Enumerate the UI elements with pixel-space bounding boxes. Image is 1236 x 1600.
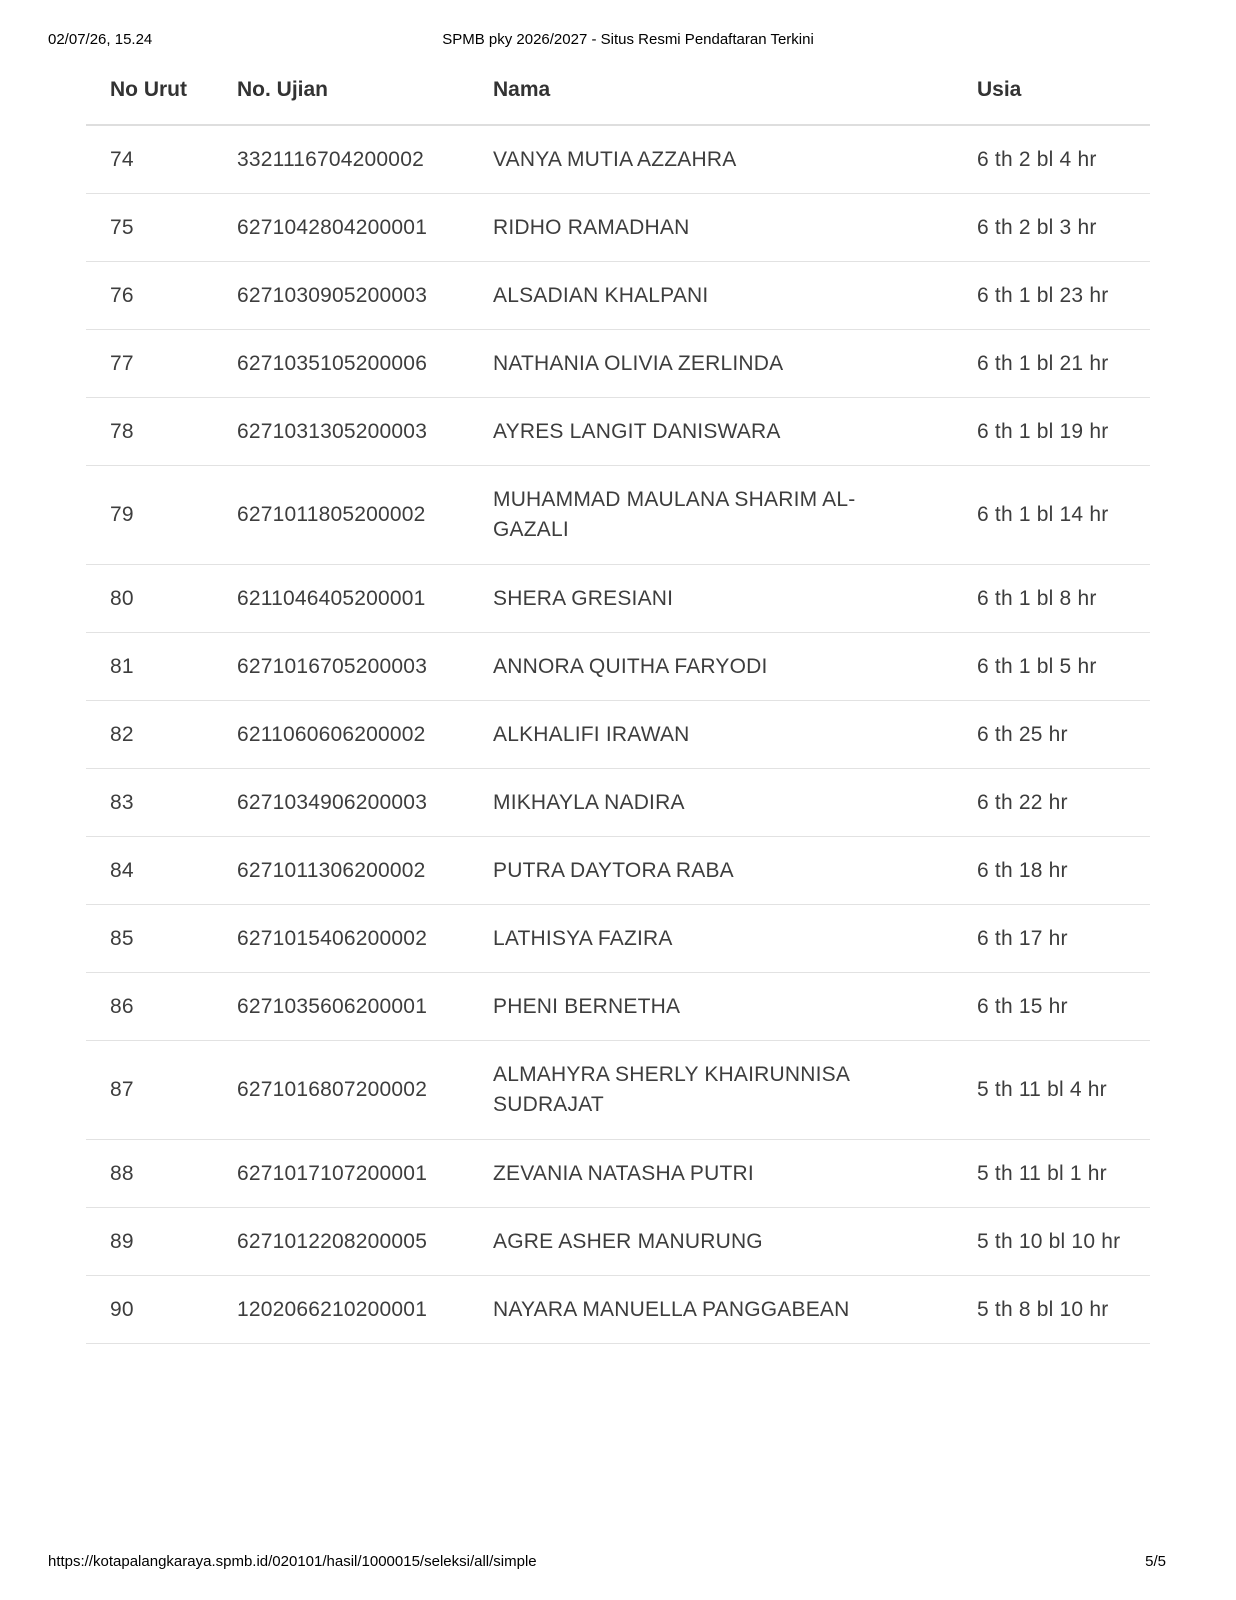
cell-no-ujian: 6271011805200002 xyxy=(213,466,469,565)
cell-no-ujian: 6271015406200002 xyxy=(213,905,469,973)
cell-usia: 6 th 1 bl 21 hr xyxy=(953,330,1150,398)
cell-usia: 6 th 22 hr xyxy=(953,769,1150,837)
table-row xyxy=(86,1208,1150,1276)
cell-usia: 5 th 11 bl 4 hr xyxy=(953,1041,1150,1140)
cell-no-urut: 76 xyxy=(86,262,213,330)
cell-usia: 6 th 1 bl 14 hr xyxy=(953,466,1150,565)
print-date: 02/07/26, 15.24 xyxy=(48,31,153,48)
cell-no-urut: 87 xyxy=(86,1041,213,1140)
cell-usia: 5 th 10 bl 10 hr xyxy=(953,1208,1150,1276)
cell-nama: ALMAHYRA SHERLY KHAIRUNNISA SUDRAJAT xyxy=(469,1041,953,1140)
print-page-title: SPMB pky 2026/2027 - Situs Resmi Pendaftaran Terkini xyxy=(442,31,814,48)
cell-nama: ZEVANIA NATASHA PUTRI xyxy=(469,1140,953,1208)
cell-nama: ALKHALIFI IRAWAN xyxy=(469,701,953,769)
cell-nama: PHENI BERNETHA xyxy=(469,973,953,1041)
cell-no-ujian: 3321116704200002 xyxy=(213,125,469,194)
cell-no-urut: 75 xyxy=(86,194,213,262)
cell-no-ujian: 6271031305200003 xyxy=(213,398,469,466)
cell-nama: PUTRA DAYTORA RABA xyxy=(469,837,953,905)
cell-usia: 6 th 2 bl 3 hr xyxy=(953,194,1150,262)
column-header-nama: Nama xyxy=(469,56,953,125)
table-body xyxy=(86,125,1150,1344)
cell-nama: MIKHAYLA NADIRA xyxy=(469,769,953,837)
table-header-row xyxy=(86,56,1150,125)
cell-usia: 5 th 8 bl 10 hr xyxy=(953,1276,1150,1344)
cell-usia: 6 th 1 bl 19 hr xyxy=(953,398,1150,466)
cell-no-urut: 86 xyxy=(86,973,213,1041)
results-table-container xyxy=(86,56,1150,1344)
table-row xyxy=(86,466,1150,565)
table-row xyxy=(86,905,1150,973)
cell-nama: SHERA GRESIANI xyxy=(469,565,953,633)
cell-nama: NATHANIA OLIVIA ZERLINDA xyxy=(469,330,953,398)
table-row xyxy=(86,330,1150,398)
cell-no-urut: 80 xyxy=(86,565,213,633)
cell-usia: 6 th 18 hr xyxy=(953,837,1150,905)
table-row xyxy=(86,262,1150,330)
cell-no-urut: 78 xyxy=(86,398,213,466)
cell-no-ujian: 6271035606200001 xyxy=(213,973,469,1041)
cell-nama: NAYARA MANUELLA PANGGABEAN xyxy=(469,1276,953,1344)
cell-no-ujian: 6211046405200001 xyxy=(213,565,469,633)
cell-no-urut: 90 xyxy=(86,1276,213,1344)
cell-nama: VANYA MUTIA AZZAHRA xyxy=(469,125,953,194)
cell-no-urut: 88 xyxy=(86,1140,213,1208)
cell-no-ujian: 6211060606200002 xyxy=(213,701,469,769)
cell-no-ujian: 6271034906200003 xyxy=(213,769,469,837)
cell-usia: 5 th 11 bl 1 hr xyxy=(953,1140,1150,1208)
cell-no-ujian: 6271017107200001 xyxy=(213,1140,469,1208)
column-header-no-urut: No Urut xyxy=(86,56,213,125)
cell-no-ujian: 6271012208200005 xyxy=(213,1208,469,1276)
print-footer xyxy=(0,1553,1236,1573)
cell-no-urut: 82 xyxy=(86,701,213,769)
cell-no-urut: 74 xyxy=(86,125,213,194)
cell-no-ujian: 6271042804200001 xyxy=(213,194,469,262)
table-row xyxy=(86,973,1150,1041)
table-row xyxy=(86,125,1150,194)
column-header-usia: Usia xyxy=(953,56,1150,125)
cell-no-urut: 79 xyxy=(86,466,213,565)
table-row xyxy=(86,701,1150,769)
cell-no-urut: 89 xyxy=(86,1208,213,1276)
table-row xyxy=(86,837,1150,905)
print-header xyxy=(0,31,1236,51)
table-row xyxy=(86,1041,1150,1140)
cell-no-urut: 81 xyxy=(86,633,213,701)
table-row xyxy=(86,1140,1150,1208)
cell-usia: 6 th 15 hr xyxy=(953,973,1150,1041)
table-row xyxy=(86,769,1150,837)
cell-no-urut: 83 xyxy=(86,769,213,837)
cell-nama: ALSADIAN KHALPANI xyxy=(469,262,953,330)
cell-no-urut: 85 xyxy=(86,905,213,973)
cell-usia: 6 th 25 hr xyxy=(953,701,1150,769)
cell-no-urut: 77 xyxy=(86,330,213,398)
cell-usia: 6 th 1 bl 23 hr xyxy=(953,262,1150,330)
cell-no-ujian: 6271030905200003 xyxy=(213,262,469,330)
cell-usia: 6 th 17 hr xyxy=(953,905,1150,973)
cell-no-ujian: 6271016807200002 xyxy=(213,1041,469,1140)
table-header xyxy=(86,56,1150,125)
cell-usia: 6 th 2 bl 4 hr xyxy=(953,125,1150,194)
cell-nama: AGRE ASHER MANURUNG xyxy=(469,1208,953,1276)
table-row xyxy=(86,1276,1150,1344)
table-row xyxy=(86,398,1150,466)
cell-usia: 6 th 1 bl 5 hr xyxy=(953,633,1150,701)
cell-no-urut: 84 xyxy=(86,837,213,905)
cell-nama: RIDHO RAMADHAN xyxy=(469,194,953,262)
table-row xyxy=(86,565,1150,633)
cell-nama: AYRES LANGIT DANISWARA xyxy=(469,398,953,466)
cell-usia: 6 th 1 bl 8 hr xyxy=(953,565,1150,633)
table-row xyxy=(86,633,1150,701)
column-header-no-ujian: No. Ujian xyxy=(213,56,469,125)
page-number: 5/5 xyxy=(1145,1553,1166,1570)
cell-nama: ANNORA QUITHA FARYODI xyxy=(469,633,953,701)
cell-nama: LATHISYA FAZIRA xyxy=(469,905,953,973)
cell-no-ujian: 1202066210200001 xyxy=(213,1276,469,1344)
cell-no-ujian: 6271035105200006 xyxy=(213,330,469,398)
results-table xyxy=(86,56,1150,1344)
cell-no-ujian: 6271016705200003 xyxy=(213,633,469,701)
cell-nama: MUHAMMAD MAULANA SHARIM AL-GAZALI xyxy=(469,466,953,565)
print-url: https://kotapalangkaraya.spmb.id/020101/hasil/1000015/seleksi/all/simple xyxy=(48,1553,537,1570)
table-row xyxy=(86,194,1150,262)
cell-no-ujian: 6271011306200002 xyxy=(213,837,469,905)
